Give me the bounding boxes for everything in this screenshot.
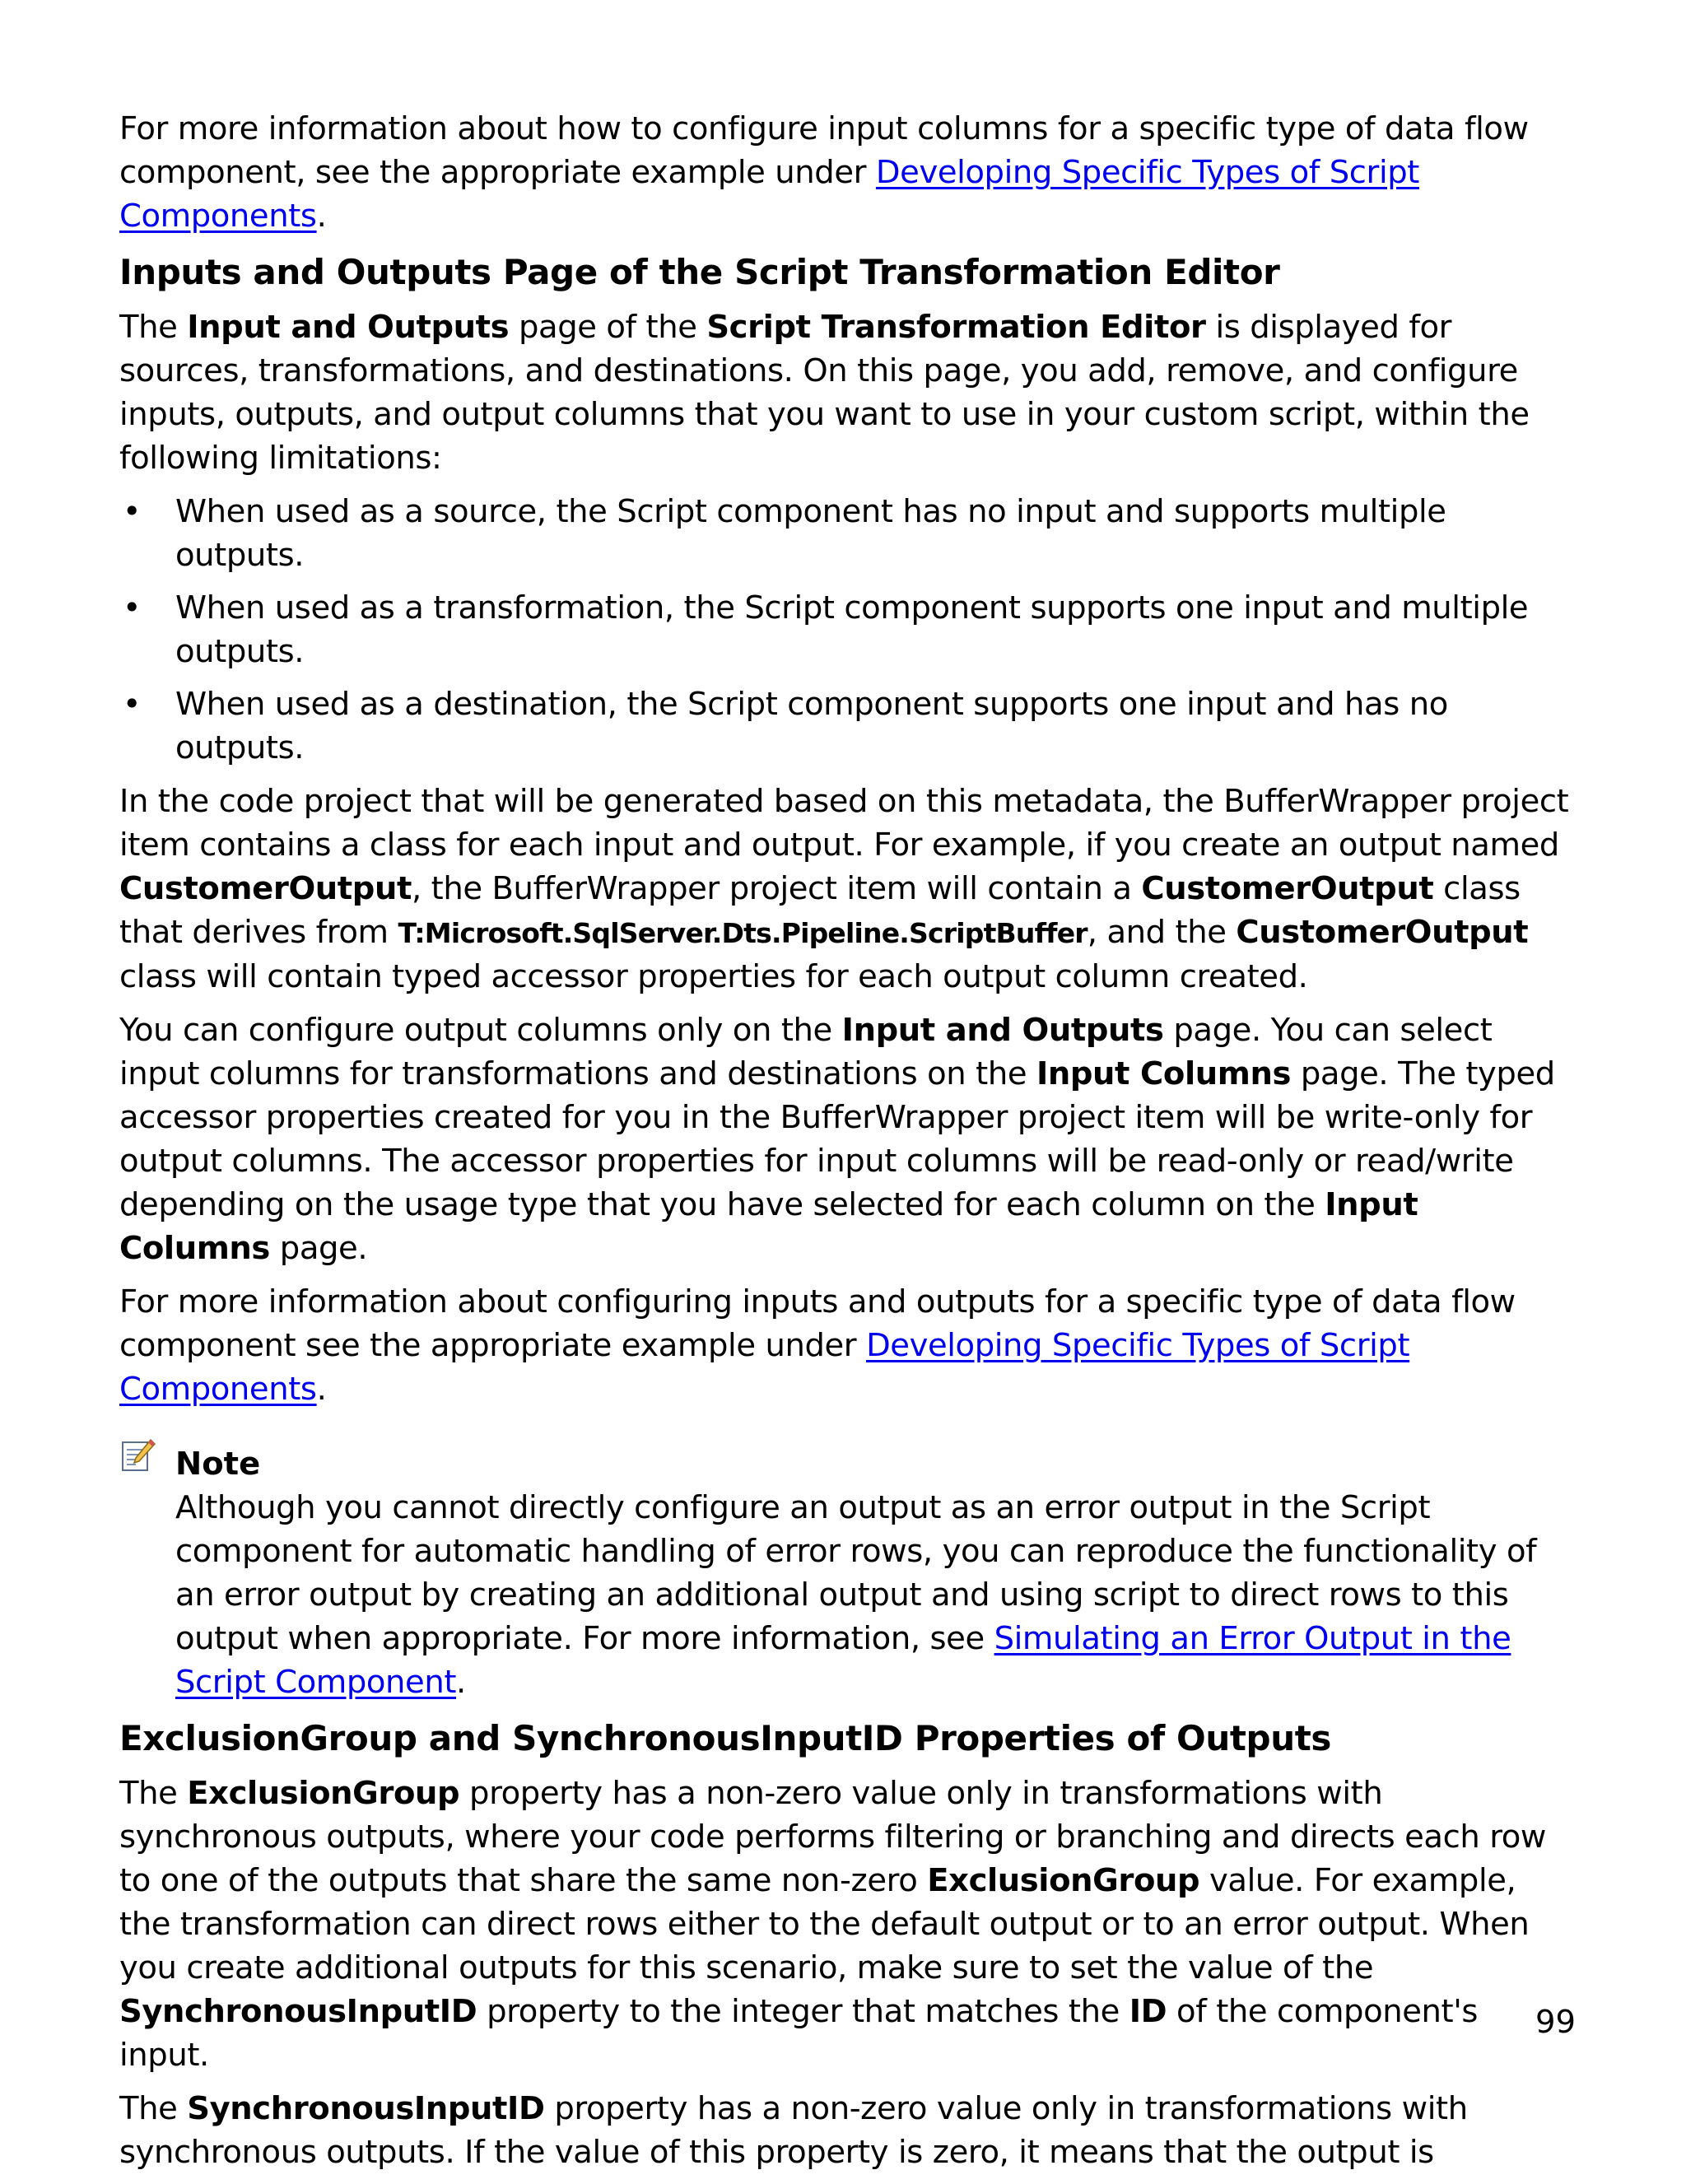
bold-term: Input and Outputs [187,309,510,346]
text-run: For more information about configuring inputs and outputs for a specific type of data flow component see the appropriate example under [119,1283,1516,1364]
bullet-icon: • [123,493,142,529]
note-title: Note [175,1446,261,1483]
inputs-outputs-paragraph [119,305,1577,480]
bold-term: Script Transformation Editor [706,309,1206,346]
note-pencil-icon [119,1437,156,1474]
text-run: class will contain typed accessor properties for each output column created. [119,958,1308,995]
intro-text: For more information about how to configure input columns for a specific type of data flow component, see the appropriate example under [119,110,1529,191]
text-run: page. [269,1230,368,1267]
list-item-text: When used as a destination, the Script component supports one input and has no outputs. [175,686,1448,766]
bold-term: Input and Outputs [841,1012,1164,1049]
text-run: , the BufferWrapper project item will contain a [411,870,1142,907]
list-item-text: When used as a transformation, the Script component supports one input and multiple outputs. [175,589,1529,670]
text-run: page. The typed accessor properties created for you in the BufferWrapper project item will be write-only for output columns. The accessor properties for input columns will be read-only or read/write depending on the usage type that you have selected for each column on the [119,1055,1555,1223]
bold-term: Input Columns [119,1186,1418,1267]
developing-specific-types-link-2[interactable]: Developing Specific Types of Script Components [119,1327,1410,1408]
text-run: property has a non-zero value only in transformations with synchronous outputs, where your code performs filtering or branching and directs each row to one of the outputs that share the same non-zero [119,1775,1547,1899]
bold-term: CustomerOutput [1141,870,1434,907]
text-run: is displayed for sources, transformations, and destinations. On this page, you add, remove, and configure inputs, outputs, and output columns that you want to use in your custom script, within the following limitations: [119,309,1530,477]
exclusiongroup-paragraph [119,1772,1577,2077]
configure-output-columns-paragraph [119,1008,1577,1270]
bullet-icon: • [123,589,142,626]
text-run: page. You can select input columns for transformations and destinations on the [119,1012,1493,1092]
synchronousinputid-paragraph [119,2087,1577,2174]
text-run: The [119,2090,188,2127]
note-text [175,1486,1577,1704]
text-run: . [316,1371,327,1408]
text-run: Although you cannot directly configure an output as an error output in the Script component for automatic handling of error rows, you can reproduce the functionality of an error output by creating an additional output and using script to direct rows to this output when appropriate. For more information, see [175,1489,1537,1657]
simulating-error-output-link[interactable]: Simulating an Error Output in the Script Component [175,1620,1511,1701]
bold-term: ID [1129,1993,1167,2030]
document-page [119,107,1577,2184]
more-information-paragraph [119,1280,1577,1411]
list-item [119,490,1577,577]
bold-term: CustomerOutput [119,870,412,907]
bold-term: SynchronousInputID [187,2090,545,2127]
code-term: T:Microsoft.SqlServer.Dts.Pipeline.ScriptBuffer [398,917,1088,949]
text-run: . [456,1664,466,1701]
intro-text-end: . [316,198,327,235]
bufferwrapper-paragraph [119,780,1577,999]
list-item [119,586,1577,673]
list-item-text: When used as a source, the Script component has no input and supports multiple outputs. [175,493,1446,574]
text-run: The [119,1775,188,1812]
text-run: property to the integer that matches the [477,1993,1129,2030]
developing-specific-types-link[interactable]: Developing Specific Types of Script Components [119,154,1419,235]
text-run: , and the [1087,914,1237,951]
bold-term: Input Columns [1036,1055,1292,1092]
text-run: You can configure output columns only on the [119,1012,842,1049]
text-run: The [119,309,188,346]
text-run: In the code project that will be generated based on this metadata, the BufferWrapper project item contains a class for each input and output. For example, if you create an output named [119,783,1569,864]
list-item [119,682,1577,770]
text-run: property has a non-zero value only in transformations with synchronous outputs. If the value of this property is zero, it means that the output is [119,2090,1468,2171]
bold-term: SynchronousInputID [119,1993,477,2030]
section-heading-exclusiongroup: ExclusionGroup and SynchronousInputID Properties of Outputs [119,1718,1331,1758]
section-heading-inputs-outputs: Inputs and Outputs Page of the Script Transformation Editor [119,252,1280,292]
bold-term: ExclusionGroup [927,1862,1200,1899]
text-run: of the component's input. [119,1993,1479,2074]
intro-paragraph [119,107,1577,238]
bold-term: CustomerOutput [1236,914,1529,951]
text-run: page of the [509,309,707,346]
limitations-list [119,490,1577,770]
text-run: class that derives from [119,870,1521,951]
text-run: value. For example, the transformation can direct rows either to the default output or to an error output. When you create additional outputs for this scenario, make sure to set the value of the [119,1862,1530,1986]
note-box [119,1442,1577,1704]
bold-term: ExclusionGroup [187,1775,460,1812]
bullet-icon: • [123,686,142,722]
page-number: 99 [1535,2004,1576,2041]
